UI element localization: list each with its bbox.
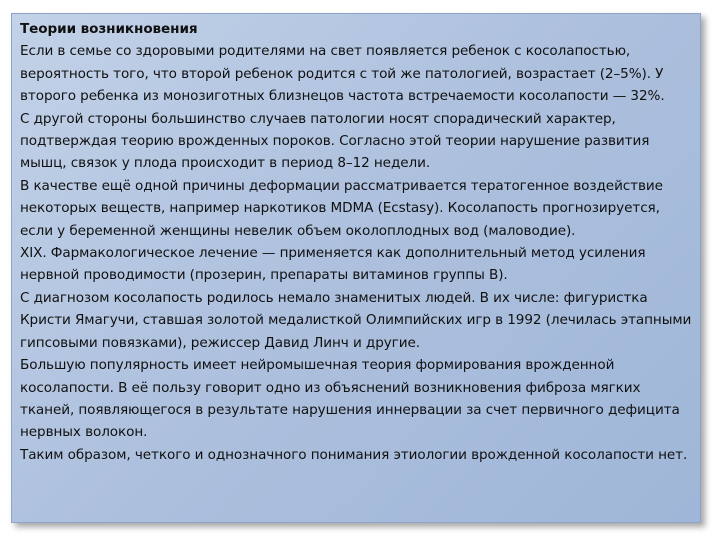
text-box xyxy=(11,13,701,523)
slide-title: Теории возникновения xyxy=(20,21,198,37)
paragraph-famous-people: С диагнозом косолапость родилось немало знаменитых людей. В их числе: фигуристка Кристи Ямагучи, ставшая золотой медалисткой Олимпийских игр в 1992 (лечилась этапными гипсовыми повязками), режиссер Давид Линч и другие. xyxy=(20,289,692,351)
paragraph-neuromuscular: Большую популярность имеет нейромышечная теория формирования врожденной косолапости. В её пользу говорит одно из объяснений возникновения фиброза мягких тканей, появляющегося в результате нарушения иннервации за счет первичного дефицита нервных волокон. xyxy=(20,357,680,441)
paragraph-pharmacological: XIX. Фармакологическое лечение — применяется как дополнительный метод усиления нервной проводимости (прозерин, препараты витаминов группы B). xyxy=(20,245,646,284)
paragraph-teratogenic: В качестве ещё одной причины деформации рассматривается тератогенное воздействие некоторых веществ, например наркотиков MDMA (Ecstasy). Косолапость прогнозируется, если у беременной женщины невелик объем околоплодных вод (маловодие). xyxy=(20,177,663,239)
paragraph-heredity: Если в семье со здоровыми родителями на свет появляется ребенок с косолапостью, вероятность того, что второй ребенок родится с той же патологией, возрастает (2–5%). У второго ребенка из монозиготных близнецов частота встречаемости косолапости — 32%. xyxy=(20,43,665,105)
paragraph-conclusion: Таким образом, четкого и однозначного понимания этиологии врожденной косолапости нет. xyxy=(20,446,688,463)
paragraph-sporadic: С другой стороны большинство случаев патологии носят спорадический характер, подтверждая теорию врожденных пороков. Согласно этой теории нарушение развития мышц, связок у плода происходит в период 8–12 недели. xyxy=(20,110,650,172)
